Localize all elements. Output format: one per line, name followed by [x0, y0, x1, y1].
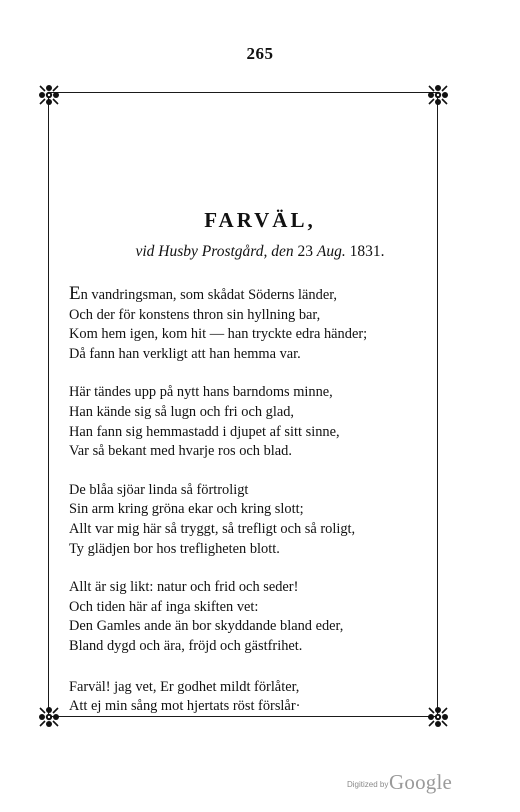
poem-line: Och tiden här af inga skiften vet: [69, 598, 259, 615]
poem-title: FARVÄL, [204, 208, 316, 232]
poem-line: Här tändes upp på nytt hans barndoms minne, [69, 384, 333, 401]
subtitle-year: 1831. [349, 243, 385, 260]
subtitle-month: Aug. [316, 243, 346, 260]
poem-line: Kom hem igen, kom hit — han tryckte edra händer; [69, 326, 368, 343]
stanza [69, 678, 429, 717]
poem-line: Allt var mig här så tryggt, så trefligt och så roligt, [69, 520, 356, 537]
poem-line [69, 283, 429, 306]
poem-line: Var så bekant med hvarje ros och blad. [69, 443, 292, 460]
stanza [69, 383, 429, 461]
poem-line: Ty glädjen bor hos trefligheten blott. [69, 540, 280, 557]
digitized-by-google-watermark [347, 770, 457, 794]
poem-line: Farväl! jag vet, Er godhet mildt förlåter, [69, 678, 300, 695]
subtitle-day: 23 [297, 243, 314, 260]
poem-line: De blåa sjöar linda så förtroligt [69, 481, 249, 498]
poem-line: Han kände sig så lugn och fri och glad, [69, 403, 294, 420]
drop-cap: E [69, 283, 81, 304]
poem-line-text: n vandringsman, som skådat Söderns länder, [80, 287, 338, 303]
poem-line: Han fann sig hemmastadd i djupet af sitt sinne, [69, 423, 340, 440]
digitized-by-text: Digitized by [347, 780, 389, 789]
stanza [69, 283, 429, 364]
poem-line: Att ej min sång mot hjertats röst förslår· [69, 698, 301, 715]
poem-line: Bland dygd och ära, fröjd och gästfrihet. [69, 637, 303, 654]
stanza [69, 481, 429, 559]
poem-line: Och der för konstens thron sin hyllning bar, [69, 306, 321, 323]
subtitle-place: vid Husby Prostgård, den [135, 243, 294, 260]
poem-subtitle [0, 243, 520, 261]
poem-line: Den Gamles ande än bor skyddande bland eder, [69, 618, 344, 635]
poem-line: Allt är sig likt: natur och frid och seder! [69, 579, 299, 596]
floral-corner-ornament-icon [425, 82, 451, 108]
google-logo: Google [389, 770, 453, 794]
poem-line: Sin arm kring gröna ekar och kring slott; [69, 501, 304, 518]
poem-body [69, 283, 429, 736]
floral-corner-ornament-icon [36, 704, 62, 730]
stanza [69, 578, 429, 656]
page-number: 265 [246, 44, 274, 63]
floral-corner-ornament-icon [36, 82, 62, 108]
poem-line: Då fann han verkligt att han hemma var. [69, 345, 301, 362]
